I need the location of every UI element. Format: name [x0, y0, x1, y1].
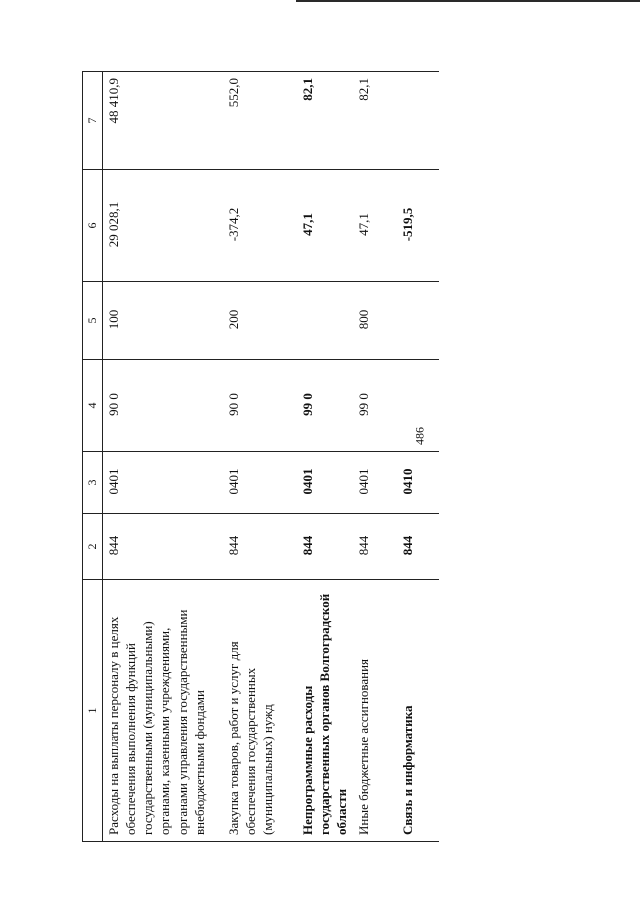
table-row	[103, 72, 224, 842]
row-target-code: 90 0	[223, 360, 297, 452]
row-target-code: 90 0	[103, 360, 224, 452]
table-row	[297, 72, 353, 842]
row-amount-2: 48 410,9	[103, 72, 224, 170]
header-col-5: 5	[83, 282, 103, 360]
header-col-1: 1	[83, 580, 103, 842]
row-amount-2: 82,1	[297, 72, 353, 170]
row-ministry-code: 844	[353, 514, 397, 580]
header-col-7: 7	[83, 72, 103, 170]
row-name: Иные бюджетные ассигнования	[353, 580, 397, 842]
row-amount-1: 29 028,1	[103, 170, 224, 282]
header-col-2: 2	[83, 514, 103, 580]
scan-edge-line	[296, 0, 640, 2]
row-ministry-code: 844	[103, 514, 224, 580]
row-target-code	[397, 360, 439, 452]
row-ministry-code: 844	[223, 514, 297, 580]
table-row	[397, 72, 439, 842]
row-section-code: 0410	[397, 452, 439, 514]
row-target-code: 99 0	[353, 360, 397, 452]
row-amount-2: 552,0	[223, 72, 297, 170]
header-row	[83, 72, 103, 842]
row-section-code: 0401	[353, 452, 397, 514]
row-section-code: 0401	[103, 452, 224, 514]
row-expense-type	[397, 282, 439, 360]
row-amount-1: 47,1	[297, 170, 353, 282]
row-target-code: 99 0	[297, 360, 353, 452]
row-expense-type	[297, 282, 353, 360]
page-number: 486	[412, 427, 427, 445]
header-col-4: 4	[83, 360, 103, 452]
budget-table	[82, 71, 439, 842]
header-col-6: 6	[83, 170, 103, 282]
row-section-code: 0401	[297, 452, 353, 514]
row-expense-type: 800	[353, 282, 397, 360]
row-ministry-code: 844	[297, 514, 353, 580]
row-name: Связь и информатика	[397, 580, 439, 842]
row-amount-1: 47,1	[353, 170, 397, 282]
row-section-code: 0401	[223, 452, 297, 514]
row-amount-2	[397, 72, 439, 170]
row-name: Непрограммные расходы государственных органов Волгоградской области	[297, 580, 353, 842]
header-col-3: 3	[83, 452, 103, 514]
row-expense-type: 200	[223, 282, 297, 360]
row-name: Расходы на выплаты персоналу в целях обеспечения выполнения функций государственными (муниципальными) органами, казенными учреждениями, органами управления государственными внебюджетными фондами	[103, 580, 224, 842]
rotated-table-wrapper	[82, 72, 542, 842]
row-amount-1: -519,5	[397, 170, 439, 282]
row-amount-1: -374,2	[223, 170, 297, 282]
row-expense-type: 100	[103, 282, 224, 360]
table-row	[353, 72, 397, 842]
row-amount-2: 82,1	[353, 72, 397, 170]
table-row	[223, 72, 297, 842]
row-ministry-code: 844	[397, 514, 439, 580]
row-name: Закупка товаров, работ и услуг для обеспечения государственных (муниципальных) нужд	[223, 580, 297, 842]
